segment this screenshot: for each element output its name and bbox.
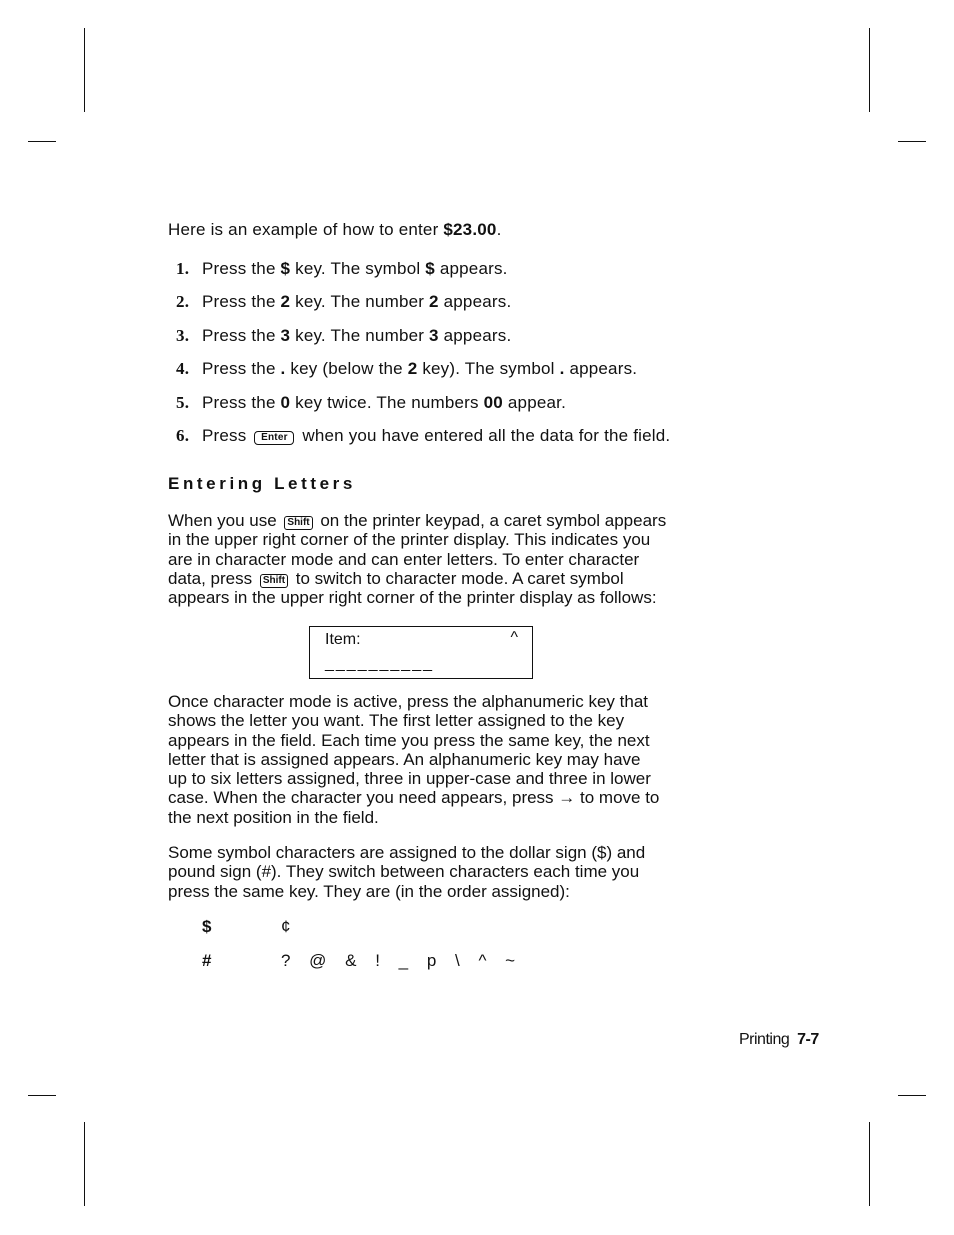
- crop-mark: [28, 1095, 56, 1096]
- shift-key-icon: Shift: [260, 574, 288, 588]
- step-item: [176, 292, 736, 325]
- shift-key-icon: Shift: [284, 516, 312, 530]
- enter-key-icon: Enter: [254, 431, 294, 445]
- step-number: 2.: [176, 292, 190, 312]
- crop-mark: [898, 141, 926, 142]
- crop-mark: [28, 141, 56, 142]
- step-text: Press the 3 key. The number 3 appears.: [202, 325, 512, 345]
- page-footer: [739, 1031, 819, 1049]
- step-item: [176, 426, 736, 459]
- symbol-chars: ? @ & ! _ p \ ^ ~: [281, 951, 516, 970]
- symbol-chars: ¢: [281, 917, 291, 936]
- step-text: Press Enter when you have entered all the data for the field.: [202, 425, 671, 445]
- step-number: 6.: [176, 425, 190, 445]
- step-item: [176, 259, 736, 292]
- step-number: 1.: [176, 259, 190, 278]
- crop-mark: [84, 28, 85, 112]
- section-heading: Entering Letters: [168, 474, 356, 493]
- step-item: [176, 326, 736, 359]
- symbol-key: $: [202, 917, 212, 936]
- crop-mark: [84, 1122, 85, 1206]
- crop-mark: [869, 28, 870, 112]
- step-text: Press the 0 key twice. The numbers 00 appear.: [202, 392, 567, 412]
- display-prompt: Item:: [325, 631, 361, 648]
- step-number: 3.: [176, 325, 190, 345]
- intro-text: Here is an example of how to enter $23.00.: [168, 220, 502, 239]
- paragraph-symbols: Some symbol characters are assigned to the dollar sign ($) and pound sign (#). They switch between characters each time you press the same key. They are (in the order assigned):: [168, 843, 646, 901]
- step-item: [176, 359, 736, 392]
- caret-indicator: ^: [510, 629, 518, 646]
- symbol-key: #: [202, 951, 212, 970]
- step-number: 5.: [176, 392, 190, 412]
- amount-example: $23.00: [443, 220, 497, 239]
- steps-list: [176, 259, 736, 459]
- footer-section: Printing: [739, 1031, 790, 1048]
- display-input-placeholder: __________: [325, 655, 434, 672]
- paragraph-character-mode: When you use Shift on the printer keypad, a caret symbol appears in the upper right corner of the printer display. This indicates you are in character mode and can enter letters. To enter character data, press Shift to switch to character mode. A caret symbol appears in the upper right corner of the printer display as follows:: [168, 511, 667, 608]
- paragraph-alphanumeric: Once character mode is active, press the alphanumeric key that shows the letter you want. The first letter assigned to the key appears in the field. Each time you press the same key, the next letter that is assigned appears. An alphanumeric key may have up to six letters assigned, three in upper-case and three in lower case. When the character you need appears, press → to move to the next position in the field.: [168, 692, 660, 827]
- step-text: Press the $ key. The symbol $ appears.: [202, 259, 508, 278]
- page-number: 7-7: [797, 1031, 819, 1048]
- printer-display: [309, 626, 533, 679]
- crop-mark: [869, 1122, 870, 1206]
- step-text: Press the 2 key. The number 2 appears.: [202, 292, 512, 312]
- step-item: [176, 393, 736, 426]
- crop-mark: [898, 1095, 926, 1096]
- step-number: 4.: [176, 359, 190, 379]
- right-arrow-icon: →: [558, 788, 576, 808]
- step-text: Press the . key (below the 2 key). The symbol . appears.: [202, 359, 638, 379]
